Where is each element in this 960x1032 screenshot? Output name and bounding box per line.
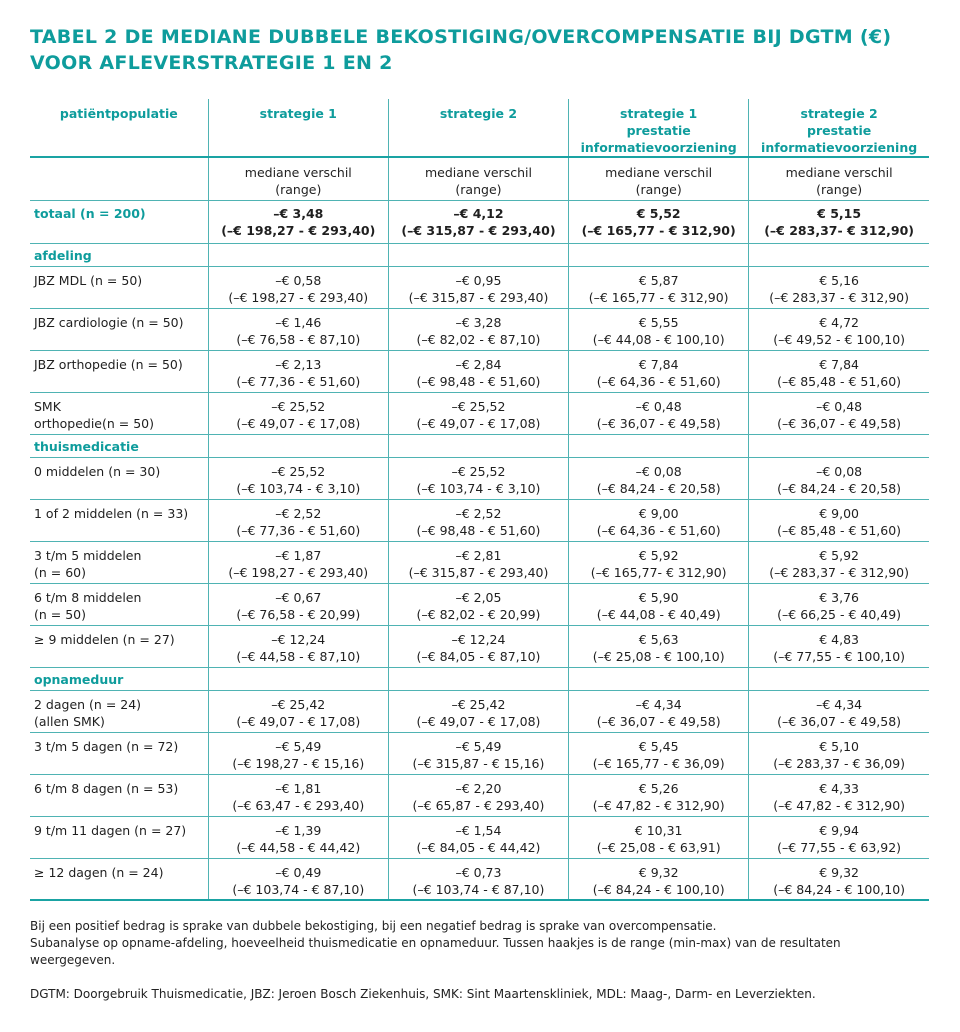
range-value: (–€ 44,58 - € 87,10) <box>236 648 361 664</box>
range-value: (–€ 77,55 - € 100,10) <box>773 648 906 664</box>
table-title-line-1: TABEL 2 DE MEDIANE DUBBELE BEKOSTIGING/OVERCOMPENSATIE BIJ DGTM (€) <box>30 26 892 48</box>
value-cell <box>569 266 749 308</box>
range-value: (–€ 103,74 - € 87,10) <box>232 881 365 897</box>
median-value: –€ 0,08 <box>816 463 863 479</box>
value-cell <box>569 625 749 667</box>
median-value: –€ 1,54 <box>455 822 502 838</box>
section-empty-cell <box>569 667 749 690</box>
subheader-line: (range) <box>635 182 682 197</box>
range-value: (–€ 283,37 - € 36,09) <box>773 755 906 771</box>
median-value: –€ 2,20 <box>455 780 502 796</box>
range-value: (–€ 84,24 - € 20,58) <box>777 480 902 496</box>
section-label: afdeling <box>34 247 92 263</box>
value-cell <box>749 457 929 499</box>
median-value: –€ 0,73 <box>455 864 502 880</box>
range-value: (–€ 84,24 - € 100,10) <box>592 881 725 897</box>
subheader-empty <box>30 157 208 200</box>
range-value: (–€ 315,87 - € 293,40) <box>401 222 556 238</box>
footnote-sign-explanation: Bij een positief bedrag is sprake van dubbele bekostiging, bij een negatief bedrag is sprake van overcompensatie. <box>30 919 717 933</box>
range-value: (–€ 82,02 - € 87,10) <box>416 331 541 347</box>
range-value: (–€ 103,74 - € 3,10) <box>416 480 541 496</box>
total-row <box>30 200 929 243</box>
row-label <box>30 308 208 350</box>
subheader-line: (range) <box>275 182 322 197</box>
value-cell <box>569 583 749 625</box>
range-value: (–€ 77,36 - € 51,60) <box>236 522 361 538</box>
header-line: prestatie <box>626 123 691 138</box>
median-value: –€ 25,52 <box>451 398 506 414</box>
median-value: –€ 3,48 <box>273 205 324 221</box>
table-body <box>30 200 929 900</box>
median-value: –€ 4,34 <box>635 696 682 712</box>
value-cell <box>208 541 388 583</box>
column-header-population: patiëntpopulatie <box>59 106 178 121</box>
table-row <box>30 308 929 350</box>
median-value: –€ 5,49 <box>275 738 322 754</box>
row-label-line: JBZ orthopedie (n = 50) <box>34 356 183 372</box>
range-value: (–€ 25,08 - € 63,91) <box>596 839 721 855</box>
range-value: (–€ 49,07 - € 17,08) <box>416 415 541 431</box>
range-value: (–€ 36,07 - € 49,58) <box>777 415 902 431</box>
value-cell <box>388 499 568 541</box>
range-value: (–€ 47,82 - € 312,90) <box>592 797 725 813</box>
median-value: –€ 0,48 <box>816 398 863 414</box>
median-value: € 9,32 <box>819 864 859 880</box>
range-value: (–€ 47,82 - € 312,90) <box>773 797 906 813</box>
section-empty-cell <box>569 434 749 457</box>
median-value: € 7,84 <box>819 356 859 372</box>
value-cell <box>749 200 929 243</box>
median-value: € 10,31 <box>634 822 683 838</box>
median-value: –€ 0,58 <box>275 272 322 288</box>
column-header-strategy-2: strategie 2 <box>388 99 568 157</box>
subheader-line: mediane verschil <box>424 165 532 180</box>
range-value: (–€ 103,74 - € 87,10) <box>412 881 545 897</box>
range-value: (–€ 84,24 - € 100,10) <box>773 881 906 897</box>
value-cell <box>208 499 388 541</box>
table-row <box>30 583 929 625</box>
table-row <box>30 858 929 900</box>
row-label <box>30 266 208 308</box>
median-value: € 4,83 <box>819 631 859 647</box>
value-cell <box>749 266 929 308</box>
median-value: € 3,76 <box>819 589 859 605</box>
footnote-abbreviations: DGTM: Doorgebruik Thuismedicatie, JBZ: Jeroen Bosch Ziekenhuis, SMK: Sint Maartenskliniek, MDL: Maag-, Darm- en Leverziekten. <box>30 987 816 1001</box>
row-label-line: 9 t/m 11 dagen (n = 27) <box>34 822 187 838</box>
value-cell <box>569 200 749 243</box>
range-value: (–€ 77,36 - € 51,60) <box>236 373 361 389</box>
median-value: € 5,90 <box>638 589 679 605</box>
range-value: (–€ 64,36 - € 51,60) <box>596 522 721 538</box>
table-row <box>30 266 929 308</box>
value-cell <box>208 266 388 308</box>
row-label <box>30 816 208 858</box>
subheader-line: (range) <box>816 182 863 197</box>
row-label-line: SMK <box>34 398 61 414</box>
range-value: (–€ 165,77 - € 312,90) <box>581 222 736 238</box>
range-value: (–€ 25,08 - € 100,10) <box>592 648 725 664</box>
value-cell <box>569 541 749 583</box>
value-cell <box>388 858 568 900</box>
median-value: € 7,84 <box>638 356 679 372</box>
section-empty-cell <box>388 434 568 457</box>
table-row <box>30 774 929 816</box>
range-value: (–€ 85,48 - € 51,60) <box>777 522 902 538</box>
median-value: –€ 4,12 <box>453 205 504 221</box>
value-cell <box>749 732 929 774</box>
row-label-line: JBZ cardiologie (n = 50) <box>34 314 184 330</box>
median-value: –€ 12,24 <box>271 631 326 647</box>
section-empty-cell <box>749 667 929 690</box>
value-cell <box>208 690 388 732</box>
range-value: (–€ 315,87 - € 293,40) <box>408 289 549 305</box>
value-cell <box>208 200 388 243</box>
row-label <box>30 350 208 392</box>
range-value: (–€ 44,08 - € 100,10) <box>592 331 725 347</box>
value-cell <box>208 392 388 434</box>
value-cell <box>388 308 568 350</box>
section-header-thuismedicatie <box>30 434 929 457</box>
table-row <box>30 392 929 434</box>
range-value: (–€ 198,27 - € 293,40) <box>228 289 369 305</box>
median-value: € 9,94 <box>819 822 859 838</box>
row-label-line: 2 dagen (n = 24) <box>34 696 142 712</box>
section-empty-cell <box>749 243 929 266</box>
range-value: (–€ 36,07 - € 49,58) <box>596 713 721 729</box>
value-cell <box>749 392 929 434</box>
value-cell <box>749 541 929 583</box>
median-value: € 9,00 <box>819 505 859 521</box>
median-value: € 9,32 <box>638 864 679 880</box>
row-label-line: 6 t/m 8 middelen <box>34 589 142 605</box>
median-value: –€ 2,52 <box>455 505 502 521</box>
column-header-strategy-1: strategie 1 <box>208 99 388 157</box>
median-value: –€ 12,24 <box>451 631 506 647</box>
range-value: (–€ 49,52 - € 100,10) <box>773 331 906 347</box>
median-value: € 5,10 <box>819 738 859 754</box>
subheader-line: mediane verschil <box>244 165 352 180</box>
row-label-line: (n = 50) <box>34 606 87 622</box>
value-cell <box>569 732 749 774</box>
median-value: –€ 5,49 <box>455 738 502 754</box>
median-value: € 5,26 <box>638 780 679 796</box>
column-header-strategy-1-prestatie <box>569 99 749 157</box>
range-value: (–€ 103,74 - € 3,10) <box>236 480 361 496</box>
range-value: (–€ 84,05 - € 87,10) <box>416 648 541 664</box>
value-cell <box>388 732 568 774</box>
value-cell <box>749 690 929 732</box>
value-cell <box>388 774 568 816</box>
median-value: –€ 0,48 <box>635 398 682 414</box>
median-value: € 5,92 <box>638 547 679 563</box>
median-value: € 4,72 <box>819 314 859 330</box>
range-value: (–€ 315,87 - € 293,40) <box>408 564 549 580</box>
header-line: prestatie <box>807 123 872 138</box>
range-value: (–€ 64,36 - € 51,60) <box>596 373 721 389</box>
median-value: –€ 25,52 <box>271 398 326 414</box>
range-value: (–€ 98,48 - € 51,60) <box>416 373 541 389</box>
value-cell <box>569 308 749 350</box>
median-value: –€ 1,46 <box>275 314 322 330</box>
value-cell <box>208 732 388 774</box>
median-value: –€ 1,87 <box>275 547 322 563</box>
row-label <box>30 457 208 499</box>
range-value: (–€ 76,58 - € 87,10) <box>236 331 361 347</box>
subheader-line: mediane verschil <box>785 165 893 180</box>
range-value: (–€ 85,48 - € 51,60) <box>777 373 902 389</box>
section-label: thuismedicatie <box>34 438 139 454</box>
value-cell <box>749 308 929 350</box>
median-value: € 9,00 <box>638 505 679 521</box>
range-value: (–€ 36,07 - € 49,58) <box>777 713 902 729</box>
range-value: (–€ 165,77 - € 36,09) <box>592 755 725 771</box>
range-value: (–€ 77,55 - € 63,92) <box>777 839 902 855</box>
table-row <box>30 690 929 732</box>
median-value: –€ 2,13 <box>275 356 322 372</box>
section-empty-cell <box>749 434 929 457</box>
value-cell <box>569 392 749 434</box>
value-cell <box>749 774 929 816</box>
table-row <box>30 816 929 858</box>
value-cell <box>388 583 568 625</box>
range-value: (–€ 198,27 - € 293,40) <box>221 222 376 238</box>
median-value: –€ 0,67 <box>275 589 322 605</box>
value-cell <box>208 858 388 900</box>
median-value: –€ 25,42 <box>271 696 326 712</box>
header-line: informatievoorziening <box>761 140 918 155</box>
row-label <box>30 392 208 434</box>
range-value: (–€ 44,08 - € 40,49) <box>596 606 721 622</box>
row-label-line: orthopedie(n = 50) <box>34 415 154 431</box>
value-cell <box>749 858 929 900</box>
range-value: (–€ 84,05 - € 44,42) <box>416 839 541 855</box>
value-cell <box>208 350 388 392</box>
value-cell <box>749 625 929 667</box>
table-row <box>30 732 929 774</box>
range-value: (–€ 165,77- € 312,90) <box>590 564 727 580</box>
range-value: (–€ 82,02 - € 20,99) <box>416 606 541 622</box>
subheader-line: (range) <box>455 182 502 197</box>
section-empty-cell <box>388 667 568 690</box>
row-label-line: 1 of 2 middelen (n = 33) <box>34 505 189 521</box>
value-cell <box>388 392 568 434</box>
header-line: strategie 2 <box>800 106 878 121</box>
row-label <box>30 690 208 732</box>
median-value: –€ 2,81 <box>455 547 502 563</box>
row-label <box>30 732 208 774</box>
row-label <box>30 774 208 816</box>
data-table <box>30 99 929 901</box>
footnote-subanalysis-line-2: weergegeven. <box>30 953 116 967</box>
value-cell <box>749 499 929 541</box>
value-cell <box>388 200 568 243</box>
table-row <box>30 499 929 541</box>
section-empty-cell <box>208 243 388 266</box>
column-header-row <box>30 99 929 157</box>
row-label <box>30 858 208 900</box>
range-value: (–€ 65,87 - € 293,40) <box>412 797 545 813</box>
range-value: (–€ 49,07 - € 17,08) <box>416 713 541 729</box>
value-cell <box>749 583 929 625</box>
value-cell <box>388 266 568 308</box>
value-cell <box>569 690 749 732</box>
subheader-line: mediane verschil <box>605 165 713 180</box>
range-value: (–€ 49,07 - € 17,08) <box>236 713 361 729</box>
row-label-line: 3 t/m 5 dagen (n = 72) <box>34 738 179 754</box>
median-value: € 5,52 <box>636 205 681 221</box>
median-value: –€ 0,49 <box>275 864 322 880</box>
range-value: (–€ 63,47 - € 293,40) <box>232 797 365 813</box>
value-cell <box>388 541 568 583</box>
table-row <box>30 457 929 499</box>
range-value: (–€ 49,07 - € 17,08) <box>236 415 361 431</box>
table-row <box>30 541 929 583</box>
row-label-line: 0 middelen (n = 30) <box>34 463 161 479</box>
median-value: –€ 4,34 <box>816 696 863 712</box>
median-value: –€ 2,52 <box>275 505 322 521</box>
value-cell <box>569 457 749 499</box>
range-value: (–€ 315,87 - € 15,16) <box>412 755 545 771</box>
row-label-line: JBZ MDL (n = 50) <box>34 272 143 288</box>
row-label-line: 3 t/m 5 middelen <box>34 547 142 563</box>
value-cell <box>569 816 749 858</box>
median-value: € 5,45 <box>638 738 679 754</box>
value-cell <box>749 816 929 858</box>
section-empty-cell <box>208 667 388 690</box>
range-value: (–€ 76,58 - € 20,99) <box>236 606 361 622</box>
value-cell <box>388 690 568 732</box>
median-value: –€ 0,08 <box>635 463 682 479</box>
range-value: (–€ 44,58 - € 44,42) <box>236 839 361 855</box>
table-row <box>30 350 929 392</box>
value-cell <box>208 625 388 667</box>
median-value: € 5,15 <box>817 205 862 221</box>
subheader-row <box>30 157 929 200</box>
section-header-opnameduur <box>30 667 929 690</box>
row-label-line: (allen SMK) <box>34 713 105 729</box>
median-value: –€ 1,81 <box>275 780 322 796</box>
range-value: (–€ 283,37- € 312,90) <box>764 222 915 238</box>
value-cell <box>569 350 749 392</box>
median-value: –€ 25,52 <box>451 463 506 479</box>
subheader-cell <box>388 157 568 200</box>
row-label <box>30 583 208 625</box>
value-cell <box>388 625 568 667</box>
table-row <box>30 625 929 667</box>
range-value: (–€ 165,77 - € 312,90) <box>588 289 729 305</box>
subheader-cell <box>749 157 929 200</box>
value-cell <box>569 774 749 816</box>
footnote-subanalysis-line-1: Subanalyse op opname-afdeling, hoeveelheid thuismedicatie en opnameduur. Tussen haakjes is de range (min-max) van de resultaten <box>30 936 841 950</box>
section-header-afdeling <box>30 243 929 266</box>
range-value: (–€ 283,37 - € 312,90) <box>769 564 910 580</box>
total-label: totaal (n = 200) <box>34 205 146 221</box>
median-value: –€ 1,39 <box>275 822 322 838</box>
section-label: opnameduur <box>34 671 124 687</box>
value-cell <box>388 350 568 392</box>
section-empty-cell <box>208 434 388 457</box>
value-cell <box>208 583 388 625</box>
median-value: € 5,92 <box>819 547 859 563</box>
median-value: –€ 2,84 <box>455 356 502 372</box>
value-cell <box>208 457 388 499</box>
value-cell <box>388 816 568 858</box>
value-cell <box>208 774 388 816</box>
range-value: (–€ 66,25 - € 40,49) <box>777 606 902 622</box>
table-title-line-2: VOOR AFLEVERSTRATEGIE 1 EN 2 <box>30 52 393 74</box>
row-label-line: ≥ 12 dagen (n = 24) <box>34 864 164 880</box>
column-header-strategy-2-prestatie <box>749 99 929 157</box>
range-value: (–€ 198,27 - € 293,40) <box>228 564 369 580</box>
median-value: –€ 25,42 <box>451 696 506 712</box>
value-cell <box>569 858 749 900</box>
table-title <box>30 24 940 76</box>
row-label-line: (n = 60) <box>34 564 87 580</box>
median-value: € 5,16 <box>819 272 859 288</box>
median-value: –€ 25,52 <box>271 463 326 479</box>
range-value: (–€ 36,07 - € 49,58) <box>596 415 721 431</box>
footnote-subanalysis <box>30 935 930 969</box>
median-value: –€ 3,28 <box>455 314 502 330</box>
range-value: (–€ 84,24 - € 20,58) <box>596 480 721 496</box>
row-label <box>30 625 208 667</box>
subheader-cell <box>569 157 749 200</box>
value-cell <box>749 350 929 392</box>
median-value: € 5,87 <box>638 272 679 288</box>
header-line: informatievoorziening <box>580 140 737 155</box>
median-value: € 5,55 <box>638 314 679 330</box>
section-empty-cell <box>569 243 749 266</box>
subheader-cell <box>208 157 388 200</box>
value-cell <box>569 499 749 541</box>
row-label-line: ≥ 9 middelen (n = 27) <box>34 631 175 647</box>
value-cell <box>208 816 388 858</box>
median-value: € 4,33 <box>819 780 859 796</box>
median-value: –€ 2,05 <box>455 589 502 605</box>
median-value: –€ 0,95 <box>455 272 502 288</box>
value-cell <box>208 308 388 350</box>
header-line: strategie 1 <box>620 106 698 121</box>
value-cell <box>388 457 568 499</box>
row-label-line: 6 t/m 8 dagen (n = 53) <box>34 780 179 796</box>
median-value: € 5,63 <box>638 631 679 647</box>
range-value: (–€ 98,48 - € 51,60) <box>416 522 541 538</box>
range-value: (–€ 283,37 - € 312,90) <box>769 289 910 305</box>
row-label <box>30 499 208 541</box>
range-value: (–€ 198,27 - € 15,16) <box>232 755 365 771</box>
row-label <box>30 541 208 583</box>
section-empty-cell <box>388 243 568 266</box>
